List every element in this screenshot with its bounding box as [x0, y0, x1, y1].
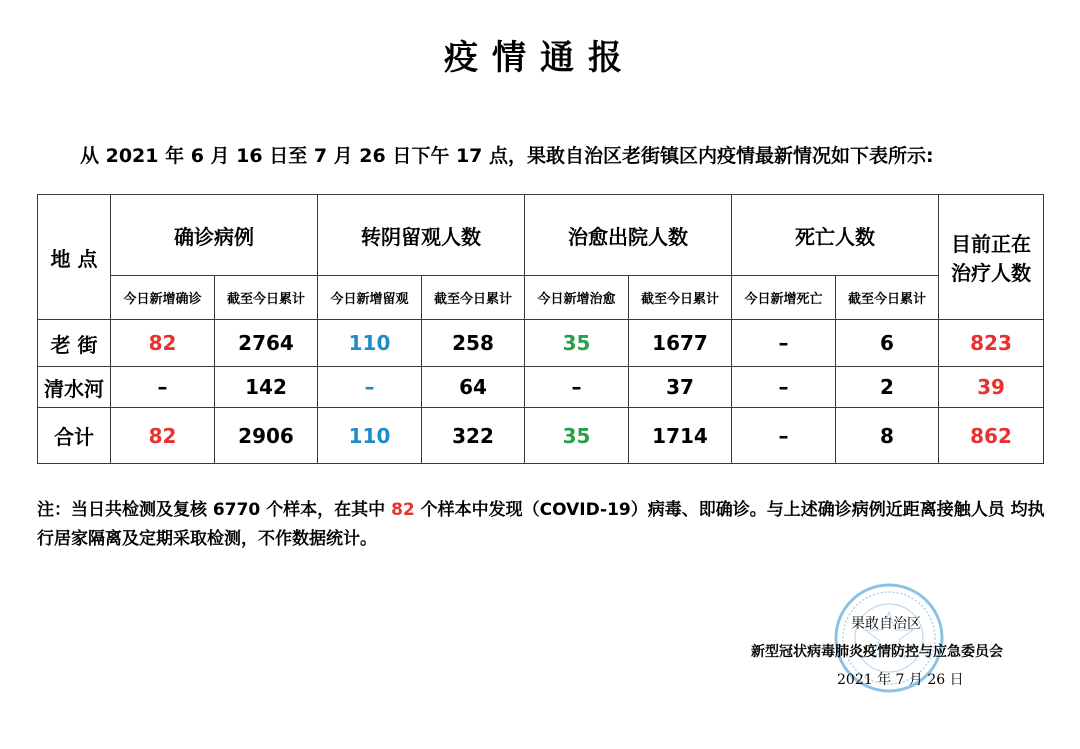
recovered-group-header: 治愈出院人数	[525, 195, 732, 276]
footnote-part1: 注：当日共检测及复核 6770 个样本，在其中	[37, 500, 392, 520]
cell-new-confirmed: 82	[111, 408, 215, 464]
cell-total-confirmed: 142	[215, 367, 318, 408]
cell-new-observation: –	[318, 367, 422, 408]
cell-total-recovered: 37	[629, 367, 732, 408]
subheader-total-recovered: 截至今日累计	[629, 276, 732, 320]
cell-new-death: –	[732, 408, 836, 464]
cell-total-death: 2	[836, 367, 939, 408]
cell-total-recovered: 1714	[629, 408, 732, 464]
cell-total-observation: 322	[422, 408, 525, 464]
subheader-new-confirmed: 今日新增确诊	[111, 276, 215, 320]
in-treatment-header	[939, 195, 1044, 320]
cell-new-death: –	[732, 320, 836, 367]
subheader-new-observation: 今日新增留观	[318, 276, 422, 320]
footnote-highlight: 82	[391, 500, 415, 520]
footnote-part2: 个样本中发现（COVID-19）病毒、即确诊。与上述确诊病例近距离接触人员 均执行居家隔离及定期采取检测，不作数据统计。	[37, 500, 1045, 549]
table-header-row	[38, 195, 1044, 276]
subheader-total-observation: 截至今日累计	[422, 276, 525, 320]
cell-new-death: –	[732, 367, 836, 408]
cell-total-death: 8	[836, 408, 939, 464]
cell-total-death: 6	[836, 320, 939, 367]
table-row-qingshuihe	[38, 367, 1044, 408]
cell-new-confirmed: –	[111, 367, 215, 408]
subheader-total-confirmed: 截至今日累计	[215, 276, 318, 320]
subheader-total-death: 截至今日累计	[836, 276, 939, 320]
cell-new-recovered: 35	[525, 320, 629, 367]
cell-total-observation: 258	[422, 320, 525, 367]
cell-in-treatment: 39	[939, 367, 1044, 408]
in-treatment-header-line2: 治疗人数	[951, 261, 1031, 285]
death-group-header: 死亡人数	[732, 195, 939, 276]
cell-total-recovered: 1677	[629, 320, 732, 367]
signature-date: 2021 年 7 月 26 日	[837, 672, 964, 688]
row-place: 合计	[38, 408, 111, 464]
in-treatment-header-line1: 目前正在	[951, 232, 1031, 256]
cell-new-observation: 110	[318, 408, 422, 464]
cell-total-confirmed: 2906	[215, 408, 318, 464]
intro-text: 从 2021 年 6 月 16 日至 7 月 26 日下午 17 点，果敢自治区老街镇区内疫情最新情况如下表所示:	[80, 145, 934, 167]
row-place: 老 街	[38, 320, 111, 367]
cell-in-treatment: 823	[939, 320, 1044, 367]
table-row-laojie	[38, 320, 1044, 367]
cell-total-observation: 64	[422, 367, 525, 408]
subheader-new-recovered: 今日新增治愈	[525, 276, 629, 320]
table-subheader-row	[38, 276, 1044, 320]
confirmed-group-header: 确诊病例	[111, 195, 318, 276]
cell-new-recovered: 35	[525, 408, 629, 464]
place-header: 地 点	[38, 195, 111, 320]
statistics-table	[37, 194, 1044, 464]
table-row-total	[38, 408, 1044, 464]
cell-new-observation: 110	[318, 320, 422, 367]
row-place: 清水河	[38, 367, 111, 408]
signature-committee: 新型冠状病毒肺炎疫情防控与应急委员会	[751, 644, 1003, 660]
cell-new-confirmed: 82	[111, 320, 215, 367]
cell-in-treatment: 862	[939, 408, 1044, 464]
signature-region: 果敢自治区	[851, 616, 921, 632]
subheader-new-death: 今日新增死亡	[732, 276, 836, 320]
observation-group-header: 转阴留观人数	[318, 195, 525, 276]
cell-total-confirmed: 2764	[215, 320, 318, 367]
page-title: 疫情通报	[444, 38, 636, 78]
footnote	[37, 496, 1047, 554]
cell-new-recovered: –	[525, 367, 629, 408]
